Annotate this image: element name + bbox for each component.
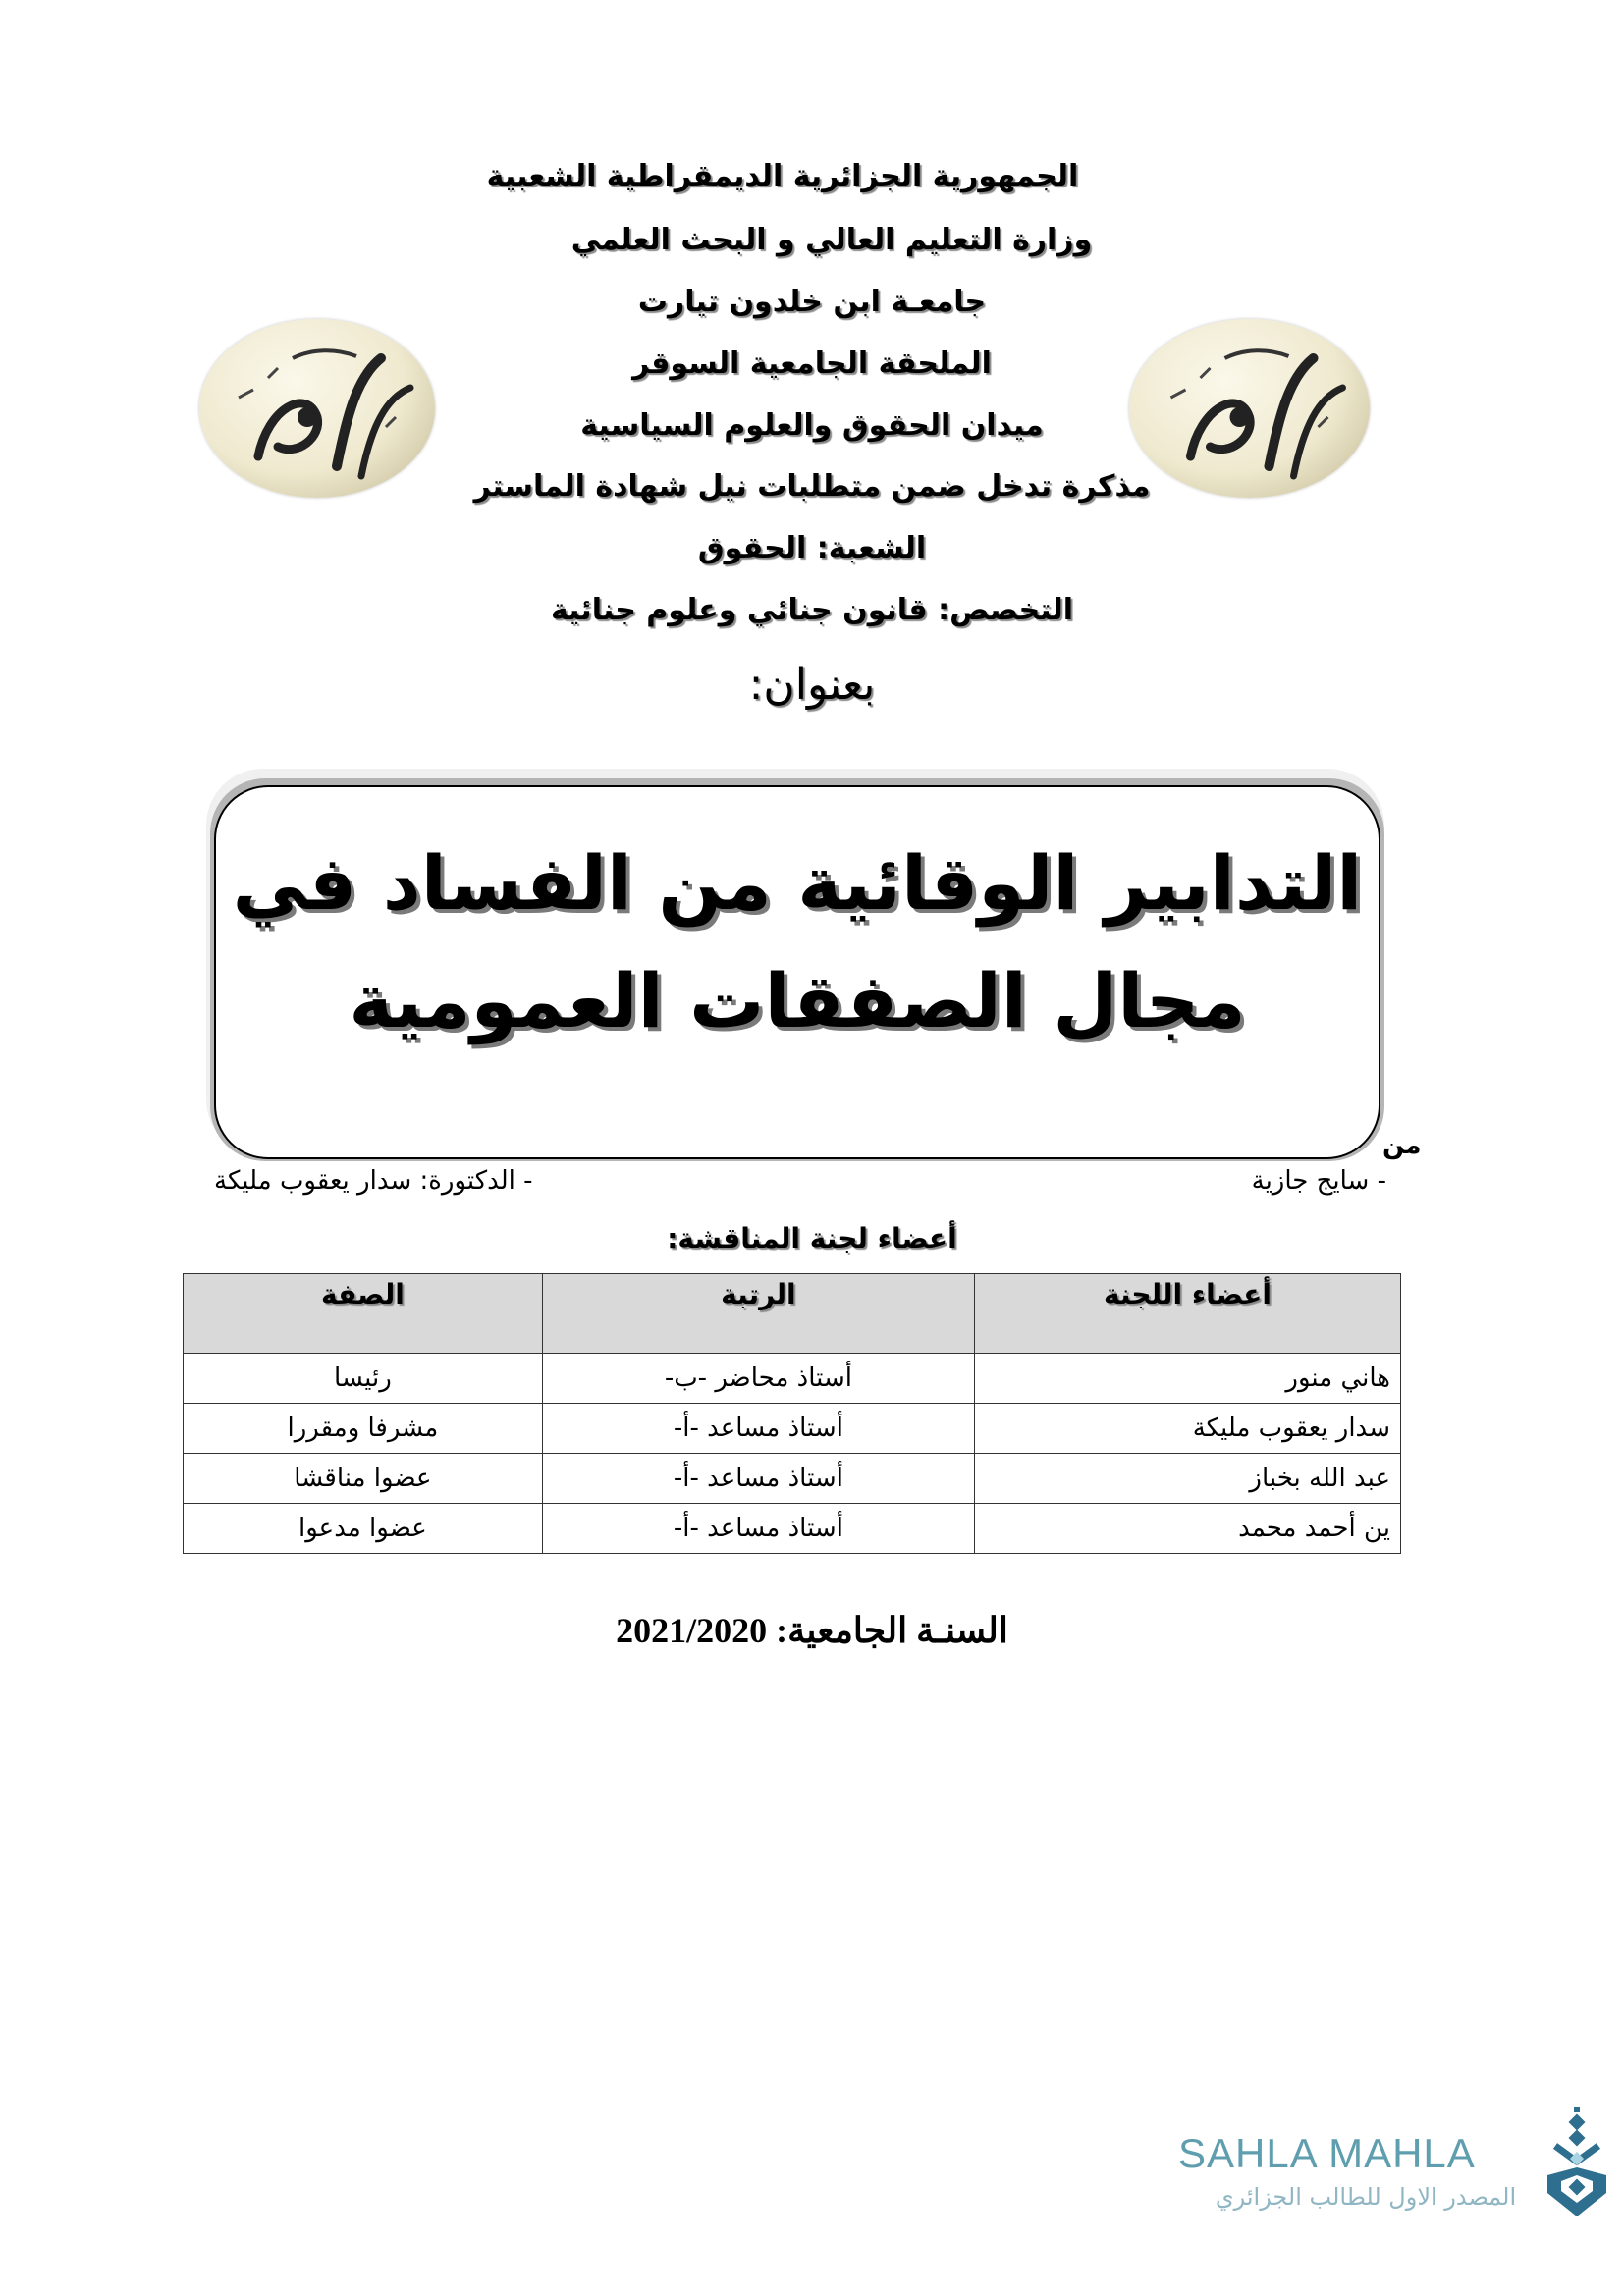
member-rank: أستاذ مساعد -أ- (542, 1454, 974, 1504)
member-role: مشرفا ومقررا (184, 1404, 543, 1454)
table-row (184, 1454, 1401, 1504)
committee-title: أعضاء لجنة المناقشة: (667, 1222, 957, 1255)
member-role: عضوا مدعوا (184, 1504, 543, 1554)
member-name: عبد الله بخباز (975, 1454, 1401, 1504)
watermark-tagline: المصدر الاول للطالب الجزائري (1215, 2183, 1517, 2211)
academic-year (0, 1610, 1624, 1651)
table-row (184, 1354, 1401, 1404)
header-branch: الشعبة: الحقوق (697, 531, 927, 565)
table-header-row (184, 1274, 1401, 1354)
member-rank: أستاذ مساعد -أ- (542, 1404, 974, 1454)
member-role: رئيسا (184, 1354, 543, 1404)
header-field: ميدان الحقوق والعلوم السياسية (580, 408, 1044, 443)
prepared-by-label: من (1382, 1131, 1422, 1160)
member-name: ين أحمد محمد (975, 1504, 1401, 1554)
committee-table (183, 1273, 1401, 1554)
title-label: بعنوان: (748, 660, 876, 710)
academic-year-value: 2021/2020 (616, 1611, 768, 1650)
member-name: سدار يعقوب مليكة (975, 1404, 1401, 1454)
header-university: جامعـة ابن خلدون تيارت (637, 285, 987, 319)
supervisor-name: - الدكتورة: سدار يعقوب مليكة (214, 1166, 533, 1196)
thesis-title-line1: التدابير الوقائية من الفساد في (232, 839, 1363, 927)
header-memo: مذكرة تدخل ضمن متطلبات نيل شهادة الماستر (473, 469, 1151, 504)
table-row (184, 1404, 1401, 1454)
member-rank: أستاذ محاضر -ب- (542, 1354, 974, 1404)
header-ministry: وزارة التعليم العالي و البحث العلمي (570, 223, 1093, 257)
sahla-mahla-logo-icon (1543, 2107, 1612, 2223)
member-rank: أستاذ مساعد -أ- (542, 1504, 974, 1554)
watermark (1178, 2128, 1571, 2226)
column-header-role: الصفة (184, 1274, 543, 1354)
watermark-name: SAHLA MAHLA (1178, 2130, 1476, 2176)
header-annex: الملحقة الجامعية السوقر (632, 347, 992, 381)
academic-year-label: السنـة الجامعية: (776, 1611, 1008, 1650)
header-republic: الجمهورية الجزائرية الديمقراطية الشعبية (486, 159, 1079, 193)
table-row (184, 1504, 1401, 1554)
thesis-title-line2: مجال الصفقات العمومية (349, 957, 1246, 1044)
member-role: عضوا مناقشا (184, 1454, 543, 1504)
header-specialty: التخصص: قانون جنائي وعلوم جنائية (550, 593, 1074, 627)
thesis-title (214, 825, 1380, 1060)
column-header-rank: الرتبة (542, 1274, 974, 1354)
member-name: هاني منور (975, 1354, 1401, 1404)
student-name: - سايج جازية (1251, 1166, 1386, 1196)
column-header-members: أعضاء اللجنة (975, 1274, 1401, 1354)
